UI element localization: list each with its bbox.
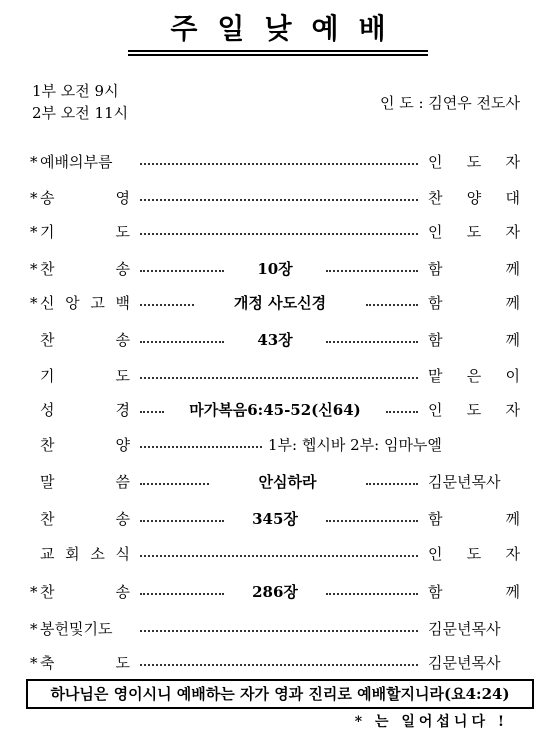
stand-marker: * [30,620,38,638]
standing-note: * 는 일어섭니다 ! [354,714,508,730]
program-label: 송 영 [40,189,130,207]
program-detail: 1부: 헵시바 2부: 임마누엘 [268,436,442,454]
program-detail: 43장 [257,331,293,349]
title-underline-2 [128,54,428,56]
program-label: 봉 헌 및 기 도 [40,620,113,638]
stand-marker: * [30,223,38,241]
dot-leader [140,270,224,272]
dot-leader [140,555,418,557]
dot-leader [326,270,418,272]
program-label: 신 앙 고 백 [40,294,130,312]
stand-marker: * [30,294,38,312]
program-person: 함 께 [428,583,520,601]
program-label: 기 도 [40,223,130,241]
program-detail: 286장 [252,583,298,601]
session-2-time: 2부 오전 11시 [32,104,129,122]
dot-leader [326,341,418,343]
program-row [0,220,556,244]
program-person: 김문년목사 [428,473,501,491]
program-label: 찬 송 [40,510,130,528]
program-label: 성 경 [40,401,130,419]
dot-leader [140,163,418,165]
program-row [0,542,556,566]
session-1-time: 1부 오전 9시 [32,82,119,100]
dot-leader [140,520,224,522]
program-person: 함 께 [428,331,520,349]
program-row [0,433,556,457]
stand-marker: * [30,654,38,672]
program-person: 인 도 자 [428,223,520,241]
program-person: 찬 양 대 [428,189,520,207]
program-label: 교 회 소 식 [40,545,130,563]
program-label: 찬 송 [40,331,130,349]
program-person: 함 께 [428,510,520,528]
stand-marker: * [30,189,38,207]
program-row [0,398,556,422]
dot-leader [326,593,418,595]
program-row [0,328,556,352]
dot-leader [386,411,418,413]
program-person: 김문년목사 [428,654,501,672]
program-person: 인 도 자 [428,401,520,419]
program-row [0,364,556,388]
program-row [0,651,556,675]
dot-leader [366,304,418,306]
dot-leader [326,520,418,522]
stand-marker: * [30,583,38,601]
dot-leader [140,664,418,666]
program-detail: 안심하라 [258,473,317,491]
program-label: 말 씀 [40,473,130,491]
program-label: 찬 송 [40,583,130,601]
dot-leader [140,630,418,632]
program-person: 맡 은 이 [428,367,520,385]
program-label: 예 배 의 부 름 [40,153,113,171]
program-row [0,470,556,494]
program-label: 기 도 [40,367,130,385]
program-row [0,580,556,604]
program-row [0,291,556,315]
dot-leader [140,199,418,201]
program-label: 찬 송 [40,260,130,278]
dot-leader [140,593,224,595]
page-title: 주일낮예배 [170,12,406,45]
program-person: 인 도 자 [428,545,520,563]
dot-leader [140,377,418,379]
program-person: 함 께 [428,294,520,312]
program-detail: 10장 [257,260,293,278]
worship-leader: 인 도 : 김연우 전도사 [379,94,520,112]
program-row [0,507,556,531]
dot-leader [366,483,418,485]
dot-leader [140,411,164,413]
program-row [0,186,556,210]
program-person: 인 도 자 [428,153,520,171]
dot-leader [140,233,418,235]
title-underline-1 [128,50,428,52]
program-row [0,617,556,641]
scripture-verse: 하나님은 영이시니 예배하는 자가 영과 진리로 예배할지니라(요4:24) [26,679,534,709]
stand-marker: * [30,260,38,278]
program-detail: 개정 사도신경 [233,294,327,312]
program-detail: 마가복음6:45-52(신64) [189,401,361,419]
dot-leader [140,341,224,343]
program-label: 찬 양 [40,436,130,454]
program-detail: 345장 [252,510,298,528]
program-row [0,257,556,281]
program-person: 함 께 [428,260,520,278]
dot-leader [140,483,209,485]
program-label: 축 도 [40,654,130,672]
dot-leader [140,304,194,306]
stand-marker: * [30,153,38,171]
program-person: 김문년목사 [428,620,501,638]
dot-leader [140,446,262,448]
program-row [0,150,556,174]
